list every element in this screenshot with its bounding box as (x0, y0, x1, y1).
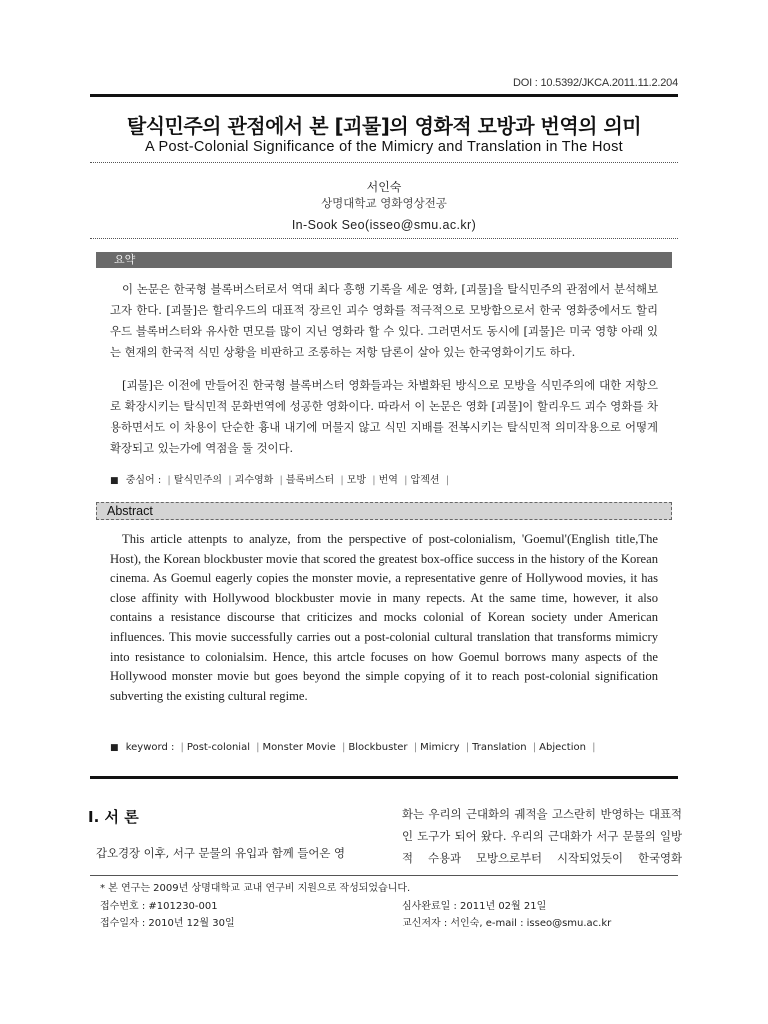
keyword: 탈식민주의 (173, 475, 223, 486)
footnote-received-number: 접수번호 : #101230-001 (100, 901, 218, 912)
footnote-submission-date: 접수일자 : 2010년 12월 30일 (100, 918, 235, 929)
author-divider (90, 238, 678, 239)
keyword: 블록버스터 (285, 475, 335, 486)
korean-abstract-heading: 요약 (96, 252, 672, 268)
korean-abstract-paragraph-2: [괴물]은 이전에 만들어진 한국형 블록버스터 영화들과는 차별화된 방식으로 모방을 식민주의에 대한 저항으로 확장시키는 탈식민적 문화번역에 성공한 영화이다. 따라서 이 논문은 영화 [괴물]이 할리우드 괴수 영화를 차용하면서도 이 차용이 단순한 흉내 내기에 머물지 않고 식민 지배를 전복시키는 탈식민적 의미작용으로 어떻게 확장되고 있는가에 역점을 둘 것이다. (110, 378, 658, 455)
title-divider (90, 162, 678, 163)
paper-title-korean: 탈식민주의 관점에서 본 [괴물]의 영화적 모방과 번역의 의미 (126, 114, 642, 138)
doi-label: DOI : 10.5392/JKCA.2011.11.2.204 (512, 77, 678, 89)
paper-title-english: A Post-Colonial Significance of the Mimicry and Translation in The Host (145, 139, 623, 155)
footnote-corresponding-author: 교신저자 : 서인숙, e-mail : isseo@smu.ac.kr (402, 918, 612, 929)
keyword: 압젝션 (410, 475, 440, 486)
keyword: Monster Movie (262, 742, 336, 753)
body-text-left-column: 갑오경장 이후, 서구 문물의 유입과 함께 들어온 영 (96, 846, 346, 860)
korean-abstract-paragraph-1: 이 논문은 한국형 블록버스터로서 역대 최다 흥행 기록을 세운 영화, [괴물]을 탈식민주의 관점에서 분석해보고자 한다. [괴물]은 할리우드의 대표적 장르인 괴수 영화를 적극적으로 모방함으로서 한국 영화중에서도 할리우드 블록버스터와 유사한 면모를 많이 지닌 영화라 할 수 있다. 그러면서도 동시에 [괴물]은 미국 영향 아래 있는 현재의 한국적 식민 상황을 비판하고 조롱하는 저항 담론이 살아 있는 한국영화이기도 하다. (110, 282, 658, 359)
footnote-funding: * 본 연구는 2009년 상명대학교 교내 연구비 지원으로 작성되었습니다. (100, 883, 411, 894)
keyword: Mimicry (420, 742, 460, 753)
square-bullet-icon: ■ (110, 476, 119, 486)
keyword: Post-colonial (186, 742, 250, 753)
keyword: 모방 (346, 475, 367, 486)
korean-keywords: ■ 중심어 : | 탈식민주의 | 괴수영화 | 블록버스터 | 모방 | 번역 | 압젝션 | (110, 475, 450, 486)
footnote-rule (90, 875, 678, 876)
english-abstract-paragraph: This article attenpts to analyze, from the perspective of post-colonialism, 'Goemul'(English title,The Host), the Korean blockbuster movie that scored the greatest box-office success in the history of the Korean cinema. As Goemul eagerly copies the monster movie, a representative genre of Hollywood movies, it has close affinity with Hollywood blockbuster movie in many repects. At the same time, however, it also contains a resistance discourse that criticizes and mocks colonial of Korean society under American influences. This movie successfully carries out a post-colonial cultural translation that transforms mimicry into resistance to colonialsim. Hence, this artcle focuses on how Goemul borrows many aspects of the Hollywood monster movie but goes beyond the simple copying of it to reach post-colonial signification subverting the existing cultural regime. (110, 532, 658, 703)
abstract-end-rule (90, 776, 678, 779)
section-heading-introduction: I. 서 론 (88, 808, 139, 826)
body-text-right-column: 화는 우리의 근대화의 궤적을 고스란히 반영하는 대표적인 도구가 되어 왔다. 우리의 근대화가 서구 문물의 일방적 수용과 모방으로부터 시작되었듯이 한국영화 (402, 807, 682, 865)
keyword-label: 중심어 : (125, 475, 162, 486)
top-rule (90, 94, 678, 97)
keyword: Translation (472, 742, 527, 753)
square-bullet-icon: ■ (110, 743, 119, 753)
english-abstract-heading: Abstract (96, 502, 672, 520)
english-keywords: ■ keyword : | Post-colonial | Monster Movie | Blockbuster | Mimicry | Translation | Abjection | (110, 742, 596, 753)
author-email: In-Sook Seo(isseo@smu.ac.kr) (291, 218, 477, 232)
keyword: Abjection (539, 742, 586, 753)
keyword-label: keyword : (125, 742, 175, 753)
keyword: 번역 (378, 475, 398, 486)
author-affiliation: 상명대학교 영화영상전공 (321, 196, 447, 210)
keyword: Blockbuster (348, 742, 408, 753)
footnote-review-date: 심사완료일 : 2011년 02월 21일 (402, 901, 547, 912)
author-name: 서인숙 (366, 180, 402, 194)
keyword: 괴수영화 (234, 475, 274, 486)
